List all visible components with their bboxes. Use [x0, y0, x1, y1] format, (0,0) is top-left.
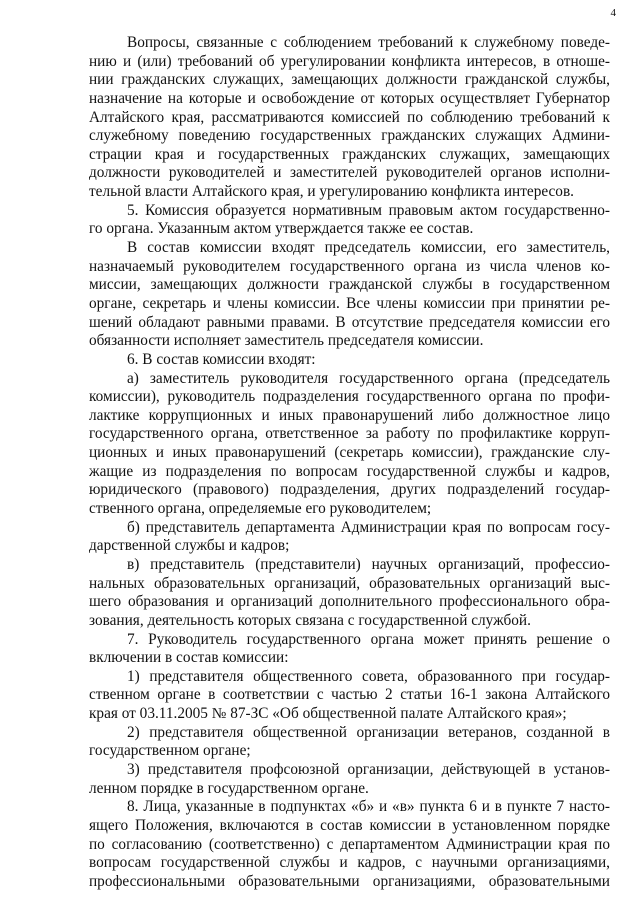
text-line: государственного органа, ответственное за работу по профилактике корруп- — [89, 425, 610, 443]
text-line: в) представитель (представители) научных организаций, профессио- — [127, 555, 610, 573]
text-line: нальных образовательных организаций, образовательных организаций выс- — [89, 574, 610, 592]
text-line: 3) представителя профсоюзной организации, действующей в установ- — [127, 760, 610, 778]
text-line: зования, деятельность которых связана с государственной службой. — [89, 611, 531, 629]
text-line: а) заместитель руководителя государственного органа (председатель — [127, 369, 610, 387]
text-line: го органа. Указанным актом утверждается также ее состав. — [89, 220, 474, 238]
text-line: б) представитель департамента Администрации края по вопросам госу- — [127, 518, 610, 536]
paragraph — [89, 724, 610, 761]
text-line: шего образования и организаций дополнительного профессионального обра- — [89, 593, 610, 611]
text-line: 5. Комиссия образуется нормативным правовым актом государственно- — [127, 201, 610, 219]
text-line: Алтайского края, рассматриваются комиссией по соблюдению требований к — [89, 108, 610, 126]
text-line: по согласованию (соответственно) с департаментом Администрации края по — [89, 835, 610, 853]
paragraph — [89, 351, 610, 370]
document-body — [89, 34, 610, 891]
text-line: включении в состав комиссии: — [89, 649, 289, 667]
paragraph — [89, 631, 610, 668]
text-line: тельной власти Алтайского края, и урегулированию конфликта интересов. — [89, 183, 575, 201]
text-line: государственном органе; — [89, 742, 251, 760]
paragraph — [89, 370, 610, 519]
paragraph — [89, 34, 610, 202]
text-line: жащие из подразделения по вопросам государственной службы и кадров, — [89, 462, 610, 480]
text-line: ционных и иных правонарушений (секретарь комиссии), гражданские слу- — [89, 444, 610, 462]
paragraph — [89, 239, 610, 351]
paragraph — [89, 556, 610, 631]
text-line: 6. В состав комиссии входят: — [127, 350, 316, 368]
text-line: ленном порядке в государственном органе. — [89, 779, 369, 797]
text-line: комиссии), руководитель подразделения государственного органа по профи- — [89, 388, 610, 406]
text-line: В состав комиссии входят председатель комиссии, его заместитель, — [127, 239, 610, 257]
text-line: назначаемый руководителем государственного органа из числа членов ко- — [89, 257, 610, 275]
text-line: страции края и государственных гражданских служащих, замещающих — [89, 145, 610, 163]
paragraph — [89, 798, 610, 891]
text-line: служебному поведению государственных гражданских служащих Админи- — [89, 127, 610, 145]
text-line: профессиональными образовательными организациями, образовательными — [89, 872, 610, 890]
paragraph — [89, 761, 610, 798]
text-line: 7. Руководитель государственного органа может принять решение о — [127, 630, 610, 648]
text-line: вопросам государственной службы и кадров, с научными организациями, — [89, 854, 610, 872]
text-line: ящего Положения, включаются в состав комиссии в установленном порядке — [89, 816, 610, 834]
text-line: нию и (или) требований об урегулировании конфликта интересов, в отноше- — [89, 52, 610, 70]
text-line: 1) представителя общественного совета, образованного при государ- — [127, 667, 610, 685]
paragraph — [89, 202, 610, 239]
page-number: 4 — [610, 7, 616, 19]
text-line: ственном органе в соответствии с частью 2 статьи 16-1 закона Алтайского — [89, 686, 610, 704]
text-line: органе, секретарь и члены комиссии. Все члены комиссии при принятии ре- — [89, 294, 610, 312]
text-line: назначение на которые и освобождение от которых осуществляет Губернатор — [89, 89, 610, 107]
paragraph — [89, 668, 610, 724]
text-line: 8. Лица, указанные в подпунктах «б» и «в» пункта 6 и в пункте 7 насто- — [127, 798, 610, 816]
paragraph — [89, 519, 610, 556]
text-line: 2) представителя общественной организации ветеранов, созданной в — [127, 723, 610, 741]
text-line: лактике коррупционных и иных правонарушений либо должностное лицо — [89, 406, 610, 424]
text-line: дарственной службы и кадров; — [89, 537, 290, 555]
text-line: края от 03.11.2005 № 87-ЗС «Об общественной палате Алтайского края»; — [89, 705, 567, 723]
text-line: Вопросы, связанные с соблюдением требований к служебному поведе- — [127, 34, 610, 51]
text-line: шений обладают равными правами. В отсутствие председателя комиссии его — [89, 313, 610, 331]
text-line: нии гражданских служащих, замещающих должности гражданской службы, — [89, 71, 610, 89]
text-line: юридического (правового) подразделения, других подразделений государ- — [89, 481, 610, 499]
text-line: миссии, замещающих должности гражданской службы в государственном — [89, 276, 610, 294]
text-line: ственного органа, определяемые его руководителем; — [89, 500, 432, 518]
text-line: должности руководителей и заместителей руководителей органов исполни- — [89, 164, 610, 182]
text-line: обязанности исполняет заместитель председателя комиссии. — [89, 332, 484, 350]
